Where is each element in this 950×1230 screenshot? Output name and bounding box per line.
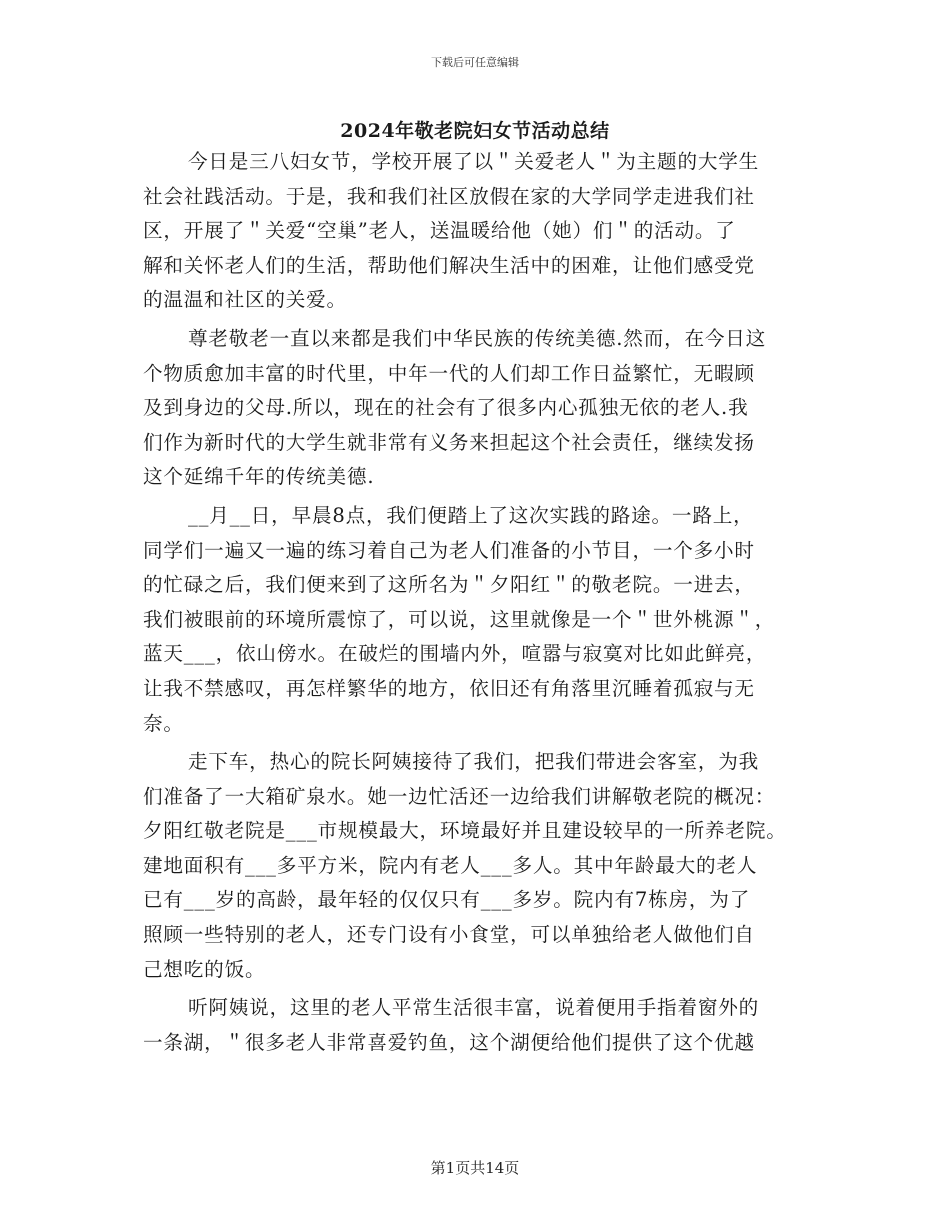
paragraph-line: 区，开展了＂关爱“空巢”老人，送温暖给他（她）们＂的活动。了 [143, 219, 736, 243]
header-note: 下载后可任意编辑 [431, 56, 519, 69]
paragraph-line: 的忙碌之后，我们便来到了这所名为＂夕阳红＂的敬老院。一进去， [143, 573, 755, 597]
paragraph-line: 一条湖，＂很多老人非常喜爱钓鱼，这个湖便给他们提供了这个优越 [143, 1030, 755, 1054]
paragraph [143, 499, 823, 741]
page-footer: 第1页共14页 [430, 1159, 520, 1177]
document-body [143, 145, 823, 1060]
paragraph-line: 社会社践活动。于是，我和我们社区放假在家的大学同学走进我们社 [143, 184, 755, 208]
paragraph-line: 们准备了一大箱矿泉水。她一边忙活还一边给我们讲解敬老院的概况： [143, 784, 776, 808]
paragraph-line: 解和关怀老人们的生活，帮助他们解决生活中的困难，让他们感受党 [143, 253, 755, 277]
paragraph-line: 让我不禁感叹，再怎样繁华的地方，依旧还有角落里沉睡着孤寂与无 [143, 676, 755, 700]
paragraph-line: 夕阳红敬老院是___市规模最大，环境最好并且建设较早的一所养老院。 [143, 819, 787, 843]
paragraph-line: __月__日，早晨8点，我们便踏上了这次实践的路途。一路上， [188, 503, 754, 527]
paragraph [143, 991, 823, 1060]
paragraph-line: 同学们一遍又一遍的练习着自己为老人们准备的小节目，一个多小时 [143, 538, 755, 562]
paragraph-line: 我们被眼前的环境所震惊了，可以说，这里就像是一个＂世外桃源＂， [143, 607, 776, 631]
paragraph-line: 尊老敬老一直以来都是我们中华民族的传统美德.然而，在今日这 [188, 326, 767, 350]
paragraph-line: 照顾一些特别的老人，还专门设有小食堂，可以单独给老人做他们自 [143, 923, 755, 947]
paragraph-line: 们作为新时代的大学生就非常有义务来担起这个社会责任，继续发扬 [143, 430, 755, 454]
paragraph-line: 的温温和社区的关爱。 [143, 288, 347, 312]
paragraph-line: 个物质愈加丰富的时代里，中年一代的人们却工作日益繁忙，无暇顾 [143, 361, 755, 385]
paragraph-line: 建地面积有___多平方米，院内有老人___多人。其中年龄最大的老人 [143, 853, 758, 877]
paragraph-line: 这个延绵千年的传统美德. [143, 465, 375, 489]
paragraph-line: 己想吃的饭。 [143, 957, 266, 981]
paragraph [143, 322, 823, 495]
paragraph-line: 及到身边的父母.所以，现在的社会有了很多内心孤独无依的老人.我 [143, 396, 749, 420]
paragraph-line: 走下车，热心的院长阿姨接待了我们，把我们带进会客室，为我 [188, 750, 760, 774]
paragraph-line: 奈。 [143, 711, 184, 735]
paragraph [143, 745, 823, 987]
paragraph-line: 已有___岁的高龄，最年轻的仅仅只有___多岁。院内有7栋房，为了 [143, 888, 751, 912]
paragraph [143, 145, 823, 318]
document-title: 2024年敬老院妇女节活动总结 [340, 120, 610, 142]
paragraph-line: 今日是三八妇女节，学校开展了以＂关爱老人＂为主题的大学生 [188, 150, 760, 173]
paragraph-line: 蓝天___，依山傍水。在破烂的围墙内外，喧嚣与寂寞对比如此鲜亮， [143, 642, 767, 666]
paragraph-line: 听阿姨说，这里的老人平常生活很丰富，说着便用手指着窗外的 [188, 996, 760, 1020]
